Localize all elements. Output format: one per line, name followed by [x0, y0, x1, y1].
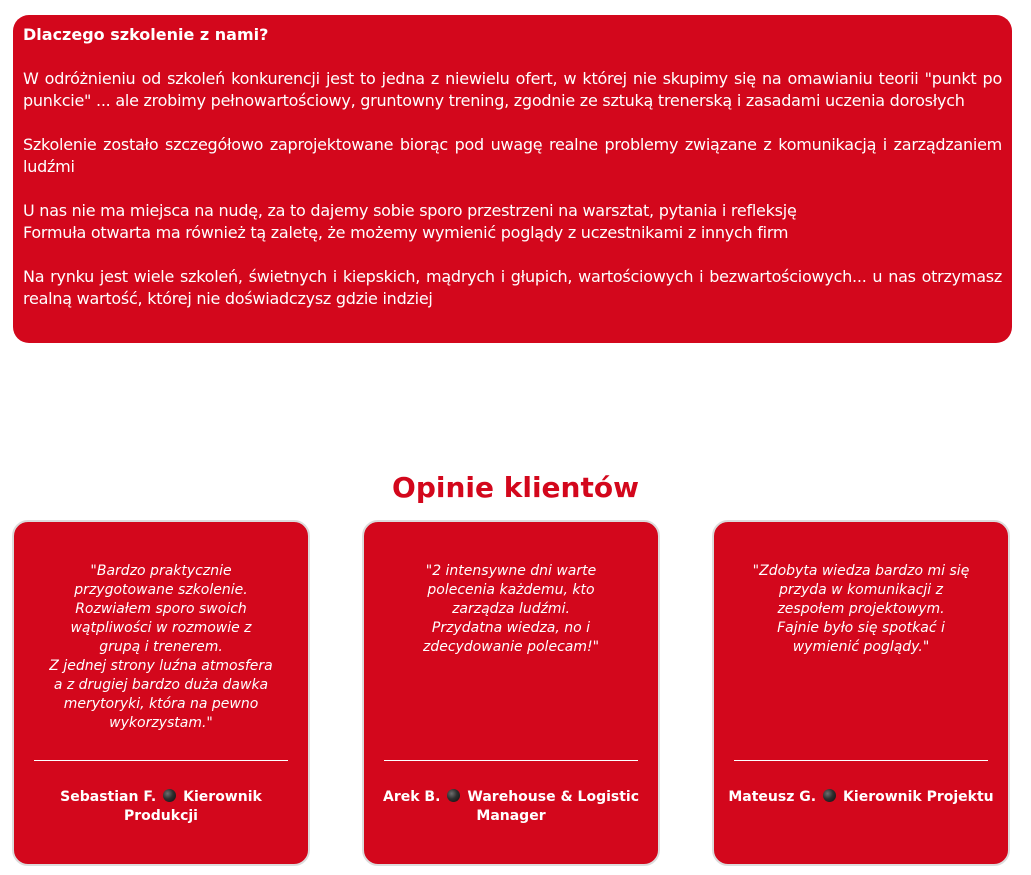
why-us-paragraph: U nas nie ma miejsca na nudę, za to dajemy sobie sporo przestrzeni na warsztat, pytania i refleksję	[23, 201, 797, 220]
author-name: Sebastian F.	[60, 789, 157, 805]
author-role: Kierownik Produkcji	[124, 789, 262, 824]
why-us-title: Dlaczego szkolenie z nami?	[23, 25, 269, 44]
testimonial-divider	[384, 760, 638, 761]
testimonial-quote: "Zdobyta wiedza bardzo mi się przyda w komunikacji z zespołem projektowym. Fajnie było się spotkać i wymienić poglądy."	[752, 563, 970, 655]
testimonial-author	[724, 788, 998, 807]
testimonial-divider	[34, 760, 288, 761]
testimonial-quote: "Bardzo praktycznie przygotowane szkolenie. Rozwiałem sporo swoich wątpliwości w rozmowie z grupą i trenerem. Z jednej strony luźna atmosfera a z drugiej bardzo duża dawka merytoryki, która na pewno wykorzystam."	[49, 563, 273, 731]
testimonial-quote: "2 intensywne dni warte polecenia każdemu, kto zarządza ludźmi. Przydatna wiedza, no i zdecydowanie polecam!"	[422, 563, 600, 655]
testimonial-card	[712, 520, 1010, 866]
testimonial-author	[374, 788, 648, 826]
dark-sphere-bullet-icon	[823, 789, 836, 802]
testimonial-card	[12, 520, 310, 866]
testimonial-author	[24, 788, 298, 826]
author-role: Kierownik Projektu	[843, 789, 994, 805]
why-us-paragraph: Formuła otwarta ma również tą zaletę, że możemy wymienić poglądy z uczestnikami z innych firm	[23, 223, 789, 242]
author-role: Warehouse & Logistic Manager	[467, 789, 640, 824]
opinions-heading: Opinie klientów	[392, 471, 639, 504]
testimonial-divider	[734, 760, 988, 761]
why-us-paragraph: W odróżnieniu od szkoleń konkurencji jest to jedna z niewielu ofert, w której nie skupimy się na omawianiu teorii "punkt po punkcie" ... ale zrobimy pełnowartościowy, gruntowny trening, zgodnie ze sztuką trenerską i zasadami uczenia dorosłych	[23, 69, 1002, 110]
dark-sphere-bullet-icon	[447, 789, 460, 802]
why-us-paragraph: Na rynku jest wiele szkoleń, świetnych i kiepskich, mądrych i głupich, wartościowych i bezwartościowych... u nas otrzymasz realną wartość, której nie doświadczysz gdzie indziej	[23, 267, 1002, 308]
author-name: Mateusz G.	[728, 789, 817, 805]
dark-sphere-bullet-icon	[163, 789, 176, 802]
author-name: Arek B.	[382, 789, 441, 805]
testimonial-card	[362, 520, 660, 866]
why-us-paragraph: Szkolenie zostało szczegółowo zaprojektowane biorąc pod uwagę realne problemy związane z komunikacją i zarządzaniem ludźmi	[23, 135, 1002, 176]
why-us-panel	[13, 15, 1012, 343]
